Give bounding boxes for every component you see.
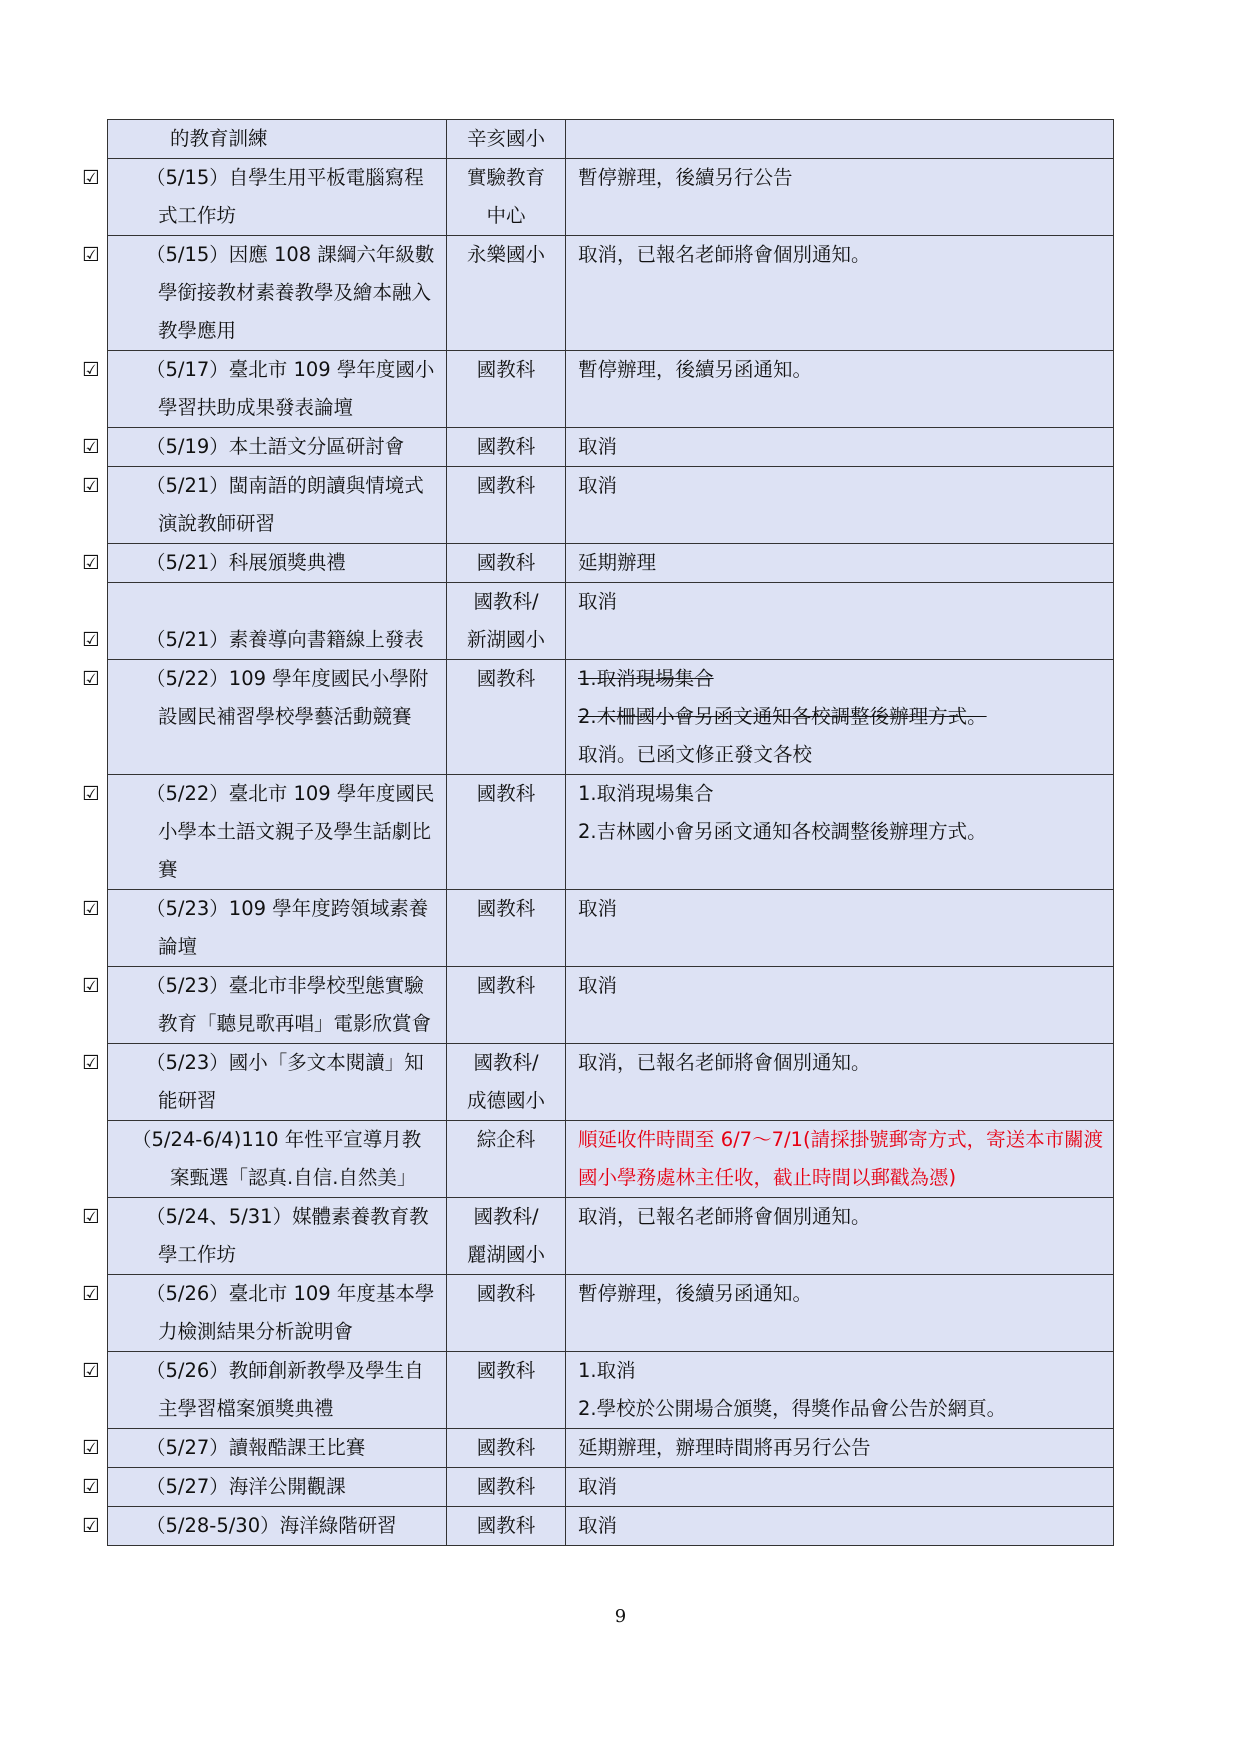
event-cell <box>82 1352 447 1429</box>
event-title: （5/24、5/31）媒體素養教育教學工作坊 <box>146 1205 429 1266</box>
event-title: （5/22）109 學年度國民小學附設國民補習學校學藝活動競賽 <box>146 667 429 728</box>
event-title: （5/15）因應 108 課綱六年級數學銜接教材素養教學及繪本融入教學應用 <box>146 243 435 342</box>
checkbox-icon: ☑ <box>82 1436 100 1459</box>
status-cell <box>566 1352 1114 1429</box>
status-text: 取消 <box>578 590 618 613</box>
checkbox-icon: ☑ <box>82 243 100 266</box>
event-cell <box>82 583 447 660</box>
event-title: （5/23）國小「多文本閱讀」知能研習 <box>146 1051 424 1112</box>
checkbox-icon: ☑ <box>82 1359 100 1382</box>
organizer-cell <box>447 1044 566 1121</box>
event-cell <box>82 967 447 1044</box>
table-row <box>108 1275 1114 1352</box>
organizer-name: 國教科 <box>476 782 536 805</box>
organizer-name: 國教科/ <box>473 590 539 613</box>
checkbox-icon: ☑ <box>82 551 100 574</box>
organizer-name: 國教科 <box>476 667 536 690</box>
status-cell <box>566 1044 1114 1121</box>
status-text-struck: 2.木柵國小會另函文通知各校調整後辦理方式。 <box>578 705 987 728</box>
table-row <box>108 120 1114 159</box>
organizer-cell <box>447 775 566 890</box>
event-cell <box>82 159 447 236</box>
event-title: （5/27）讀報酷課王比賽 <box>146 1436 366 1459</box>
event-title: （5/17）臺北市 109 學年度國小學習扶助成果發表論壇 <box>146 358 435 419</box>
event-title: （5/21）素養導向書籍線上發表 <box>146 628 424 651</box>
status-text: 取消 <box>578 897 618 920</box>
table-row <box>108 544 1114 583</box>
organizer-name: 國教科 <box>476 1436 536 1459</box>
status-text: 延期辦理，辦理時間將再另行公告 <box>578 1436 871 1459</box>
organizer-cell <box>447 351 566 428</box>
status-cell <box>566 1429 1114 1468</box>
organizer-name: 國教科 <box>476 897 536 920</box>
organizer-cell <box>447 1275 566 1352</box>
event-title: 的教育訓練 <box>170 127 268 150</box>
organizer-cell <box>447 583 566 660</box>
organizer-cell <box>447 428 566 467</box>
table-row <box>108 1429 1114 1468</box>
status-cell <box>566 1507 1114 1546</box>
organizer-name: 綜企科 <box>476 1128 536 1151</box>
checkbox-icon: ☑ <box>82 897 100 920</box>
status-text: 取消 <box>578 474 618 497</box>
status-cell <box>566 1468 1114 1507</box>
organizer-cell <box>447 236 566 351</box>
table-row <box>108 967 1114 1044</box>
event-cell <box>82 467 447 544</box>
organizer-name: 成德國小 <box>466 1089 545 1112</box>
event-title: （5/26）教師創新教學及學生自主學習檔案頒獎典禮 <box>146 1359 424 1420</box>
event-title: （5/28-5/30）海洋綠階研習 <box>146 1514 397 1537</box>
event-cell <box>82 1429 447 1468</box>
event-title: （5/23）109 學年度跨領域素養論壇 <box>146 897 429 958</box>
event-title: （5/22）臺北市 109 學年度國民小學本土語文親子及學生話劇比賽 <box>146 782 435 881</box>
status-text: 1.取消現場集合 <box>578 782 714 805</box>
table-row <box>108 236 1114 351</box>
checkbox-icon: ☑ <box>82 166 100 189</box>
event-title: （5/21）科展頒獎典禮 <box>146 551 346 574</box>
event-title: （5/19）本土語文分區研討會 <box>146 435 405 458</box>
event-title: （5/23）臺北市非學校型態實驗教育「聽見歌再唱」電影欣賞會 <box>146 974 432 1035</box>
status-text: 取消。已函文修正發文各校 <box>578 743 813 766</box>
status-cell <box>566 775 1114 890</box>
organizer-cell <box>447 120 566 159</box>
table-row <box>108 428 1114 467</box>
organizer-name: 國教科 <box>476 1282 536 1305</box>
status-cell <box>566 967 1114 1044</box>
status-text: 暫停辦理，後續另函通知。 <box>578 358 813 381</box>
status-cell <box>566 583 1114 660</box>
status-text: 取消 <box>578 1475 618 1498</box>
event-cell <box>82 1275 447 1352</box>
event-cell <box>82 236 447 351</box>
checkbox-icon: ☑ <box>82 782 100 805</box>
event-cell <box>82 351 447 428</box>
status-text: 取消 <box>578 974 618 997</box>
checkbox-icon: ☑ <box>82 1475 100 1498</box>
organizer-cell <box>447 660 566 775</box>
status-cell <box>566 660 1114 775</box>
organizer-name: 麗湖國小 <box>466 1243 545 1266</box>
organizer-name: 國教科 <box>476 435 536 458</box>
status-text: 1.取消 <box>578 1359 636 1382</box>
status-text: 取消，已報名老師將會個別通知。 <box>578 243 871 266</box>
table-row <box>108 890 1114 967</box>
organizer-name: 國教科 <box>476 1514 536 1537</box>
table-row <box>108 1121 1114 1198</box>
organizer-name: 國教科/ <box>473 1051 539 1074</box>
table-row <box>108 351 1114 428</box>
status-cell <box>566 467 1114 544</box>
table-row <box>108 1468 1114 1507</box>
status-cell <box>566 428 1114 467</box>
organizer-cell <box>447 1198 566 1275</box>
event-cell <box>82 1468 447 1507</box>
checkbox-icon: ☑ <box>82 358 100 381</box>
checkbox-icon: ☑ <box>82 974 100 997</box>
organizer-name: 國教科 <box>476 974 536 997</box>
event-cell <box>82 1044 447 1121</box>
checkbox-icon: ☑ <box>82 628 100 651</box>
table-row <box>108 467 1114 544</box>
status-text: 取消，已報名老師將會個別通知。 <box>578 1051 871 1074</box>
status-text: 延期辦理 <box>578 551 657 574</box>
table-row <box>108 1352 1114 1429</box>
status-cell <box>566 544 1114 583</box>
event-cell <box>82 428 447 467</box>
organizer-cell <box>447 1121 566 1198</box>
status-text: 暫停辦理，後續另行公告 <box>578 166 793 189</box>
status-text: 暫停辦理，後續另函通知。 <box>578 1282 813 1305</box>
organizer-name: 國教科 <box>476 1359 536 1382</box>
status-cell <box>566 1275 1114 1352</box>
organizer-name: 中心 <box>486 204 526 227</box>
status-text: 取消，已報名老師將會個別通知。 <box>578 1205 871 1228</box>
event-cell <box>82 1198 447 1275</box>
organizer-cell <box>447 159 566 236</box>
organizer-cell <box>447 1352 566 1429</box>
event-cell <box>82 1507 447 1546</box>
checkbox-icon: ☑ <box>82 474 100 497</box>
organizer-name: 國教科 <box>476 1475 536 1498</box>
checkbox-icon: ☑ <box>82 1514 100 1537</box>
organizer-name: 實驗教育 <box>466 166 545 189</box>
event-title: （5/26）臺北市 109 年度基本學力檢測結果分析說明會 <box>146 1282 435 1343</box>
event-title: （5/15）自學生用平板電腦寫程式工作坊 <box>146 166 424 227</box>
organizer-name: 國教科 <box>476 551 536 574</box>
status-cell <box>566 351 1114 428</box>
checkbox-icon: ☑ <box>82 667 100 690</box>
table-row <box>108 1198 1114 1275</box>
event-cell <box>108 1121 447 1198</box>
status-text-highlight: 順延收件時間至 6/7～7/1(請採掛號郵寄方式，寄送本市關渡國小學務處林主任收，截止時間以郵戳為憑) <box>578 1128 1104 1189</box>
status-cell <box>566 236 1114 351</box>
event-title: （5/24-6/4)110 年性平宣導月教案甄選「認真.自信.自然美」 <box>132 1128 422 1189</box>
status-cell <box>566 159 1114 236</box>
event-cell <box>82 544 447 583</box>
event-cell <box>82 775 447 890</box>
status-text: 2.學校於公開場合頒獎，得獎作品會公告於網頁。 <box>578 1397 1007 1420</box>
status-text: 取消 <box>578 435 618 458</box>
status-text-struck: 1.取消現場集合 <box>578 667 714 690</box>
organizer-name: 辛亥國小 <box>466 127 545 150</box>
page-number: 9 <box>614 1606 627 1627</box>
organizer-name: 國教科 <box>476 358 536 381</box>
event-cell <box>82 660 447 775</box>
event-title: （5/21）閩南語的朗讀與情境式演說教師研習 <box>146 474 424 535</box>
checkbox-icon: ☑ <box>82 1051 100 1074</box>
table-row <box>108 1044 1114 1121</box>
event-cell <box>108 120 447 159</box>
event-title: （5/27）海洋公開觀課 <box>146 1475 346 1498</box>
status-cell <box>566 1121 1114 1198</box>
checkbox-icon: ☑ <box>82 435 100 458</box>
status-cell <box>566 890 1114 967</box>
table-row <box>108 583 1114 660</box>
organizer-cell <box>447 1429 566 1468</box>
table-row <box>108 159 1114 236</box>
organizer-name: 國教科/ <box>473 1205 539 1228</box>
status-cell <box>566 1198 1114 1275</box>
status-text: 取消 <box>578 1514 618 1537</box>
schedule-table <box>82 119 1114 1546</box>
table-row <box>108 1507 1114 1546</box>
organizer-name: 國教科 <box>476 474 536 497</box>
organizer-cell <box>447 1507 566 1546</box>
organizer-cell <box>447 967 566 1044</box>
organizer-name: 新湖國小 <box>466 628 545 651</box>
checkbox-icon: ☑ <box>82 1205 100 1228</box>
organizer-cell <box>447 890 566 967</box>
organizer-cell <box>447 467 566 544</box>
event-cell <box>82 890 447 967</box>
organizer-cell <box>447 1468 566 1507</box>
status-cell <box>566 120 1114 159</box>
organizer-cell <box>447 544 566 583</box>
status-text: 2.吉林國小會另函文通知各校調整後辦理方式。 <box>578 820 987 843</box>
checkbox-icon: ☑ <box>82 1282 100 1305</box>
table-row <box>108 660 1114 775</box>
table-row <box>108 775 1114 890</box>
organizer-name: 永樂國小 <box>466 243 545 266</box>
